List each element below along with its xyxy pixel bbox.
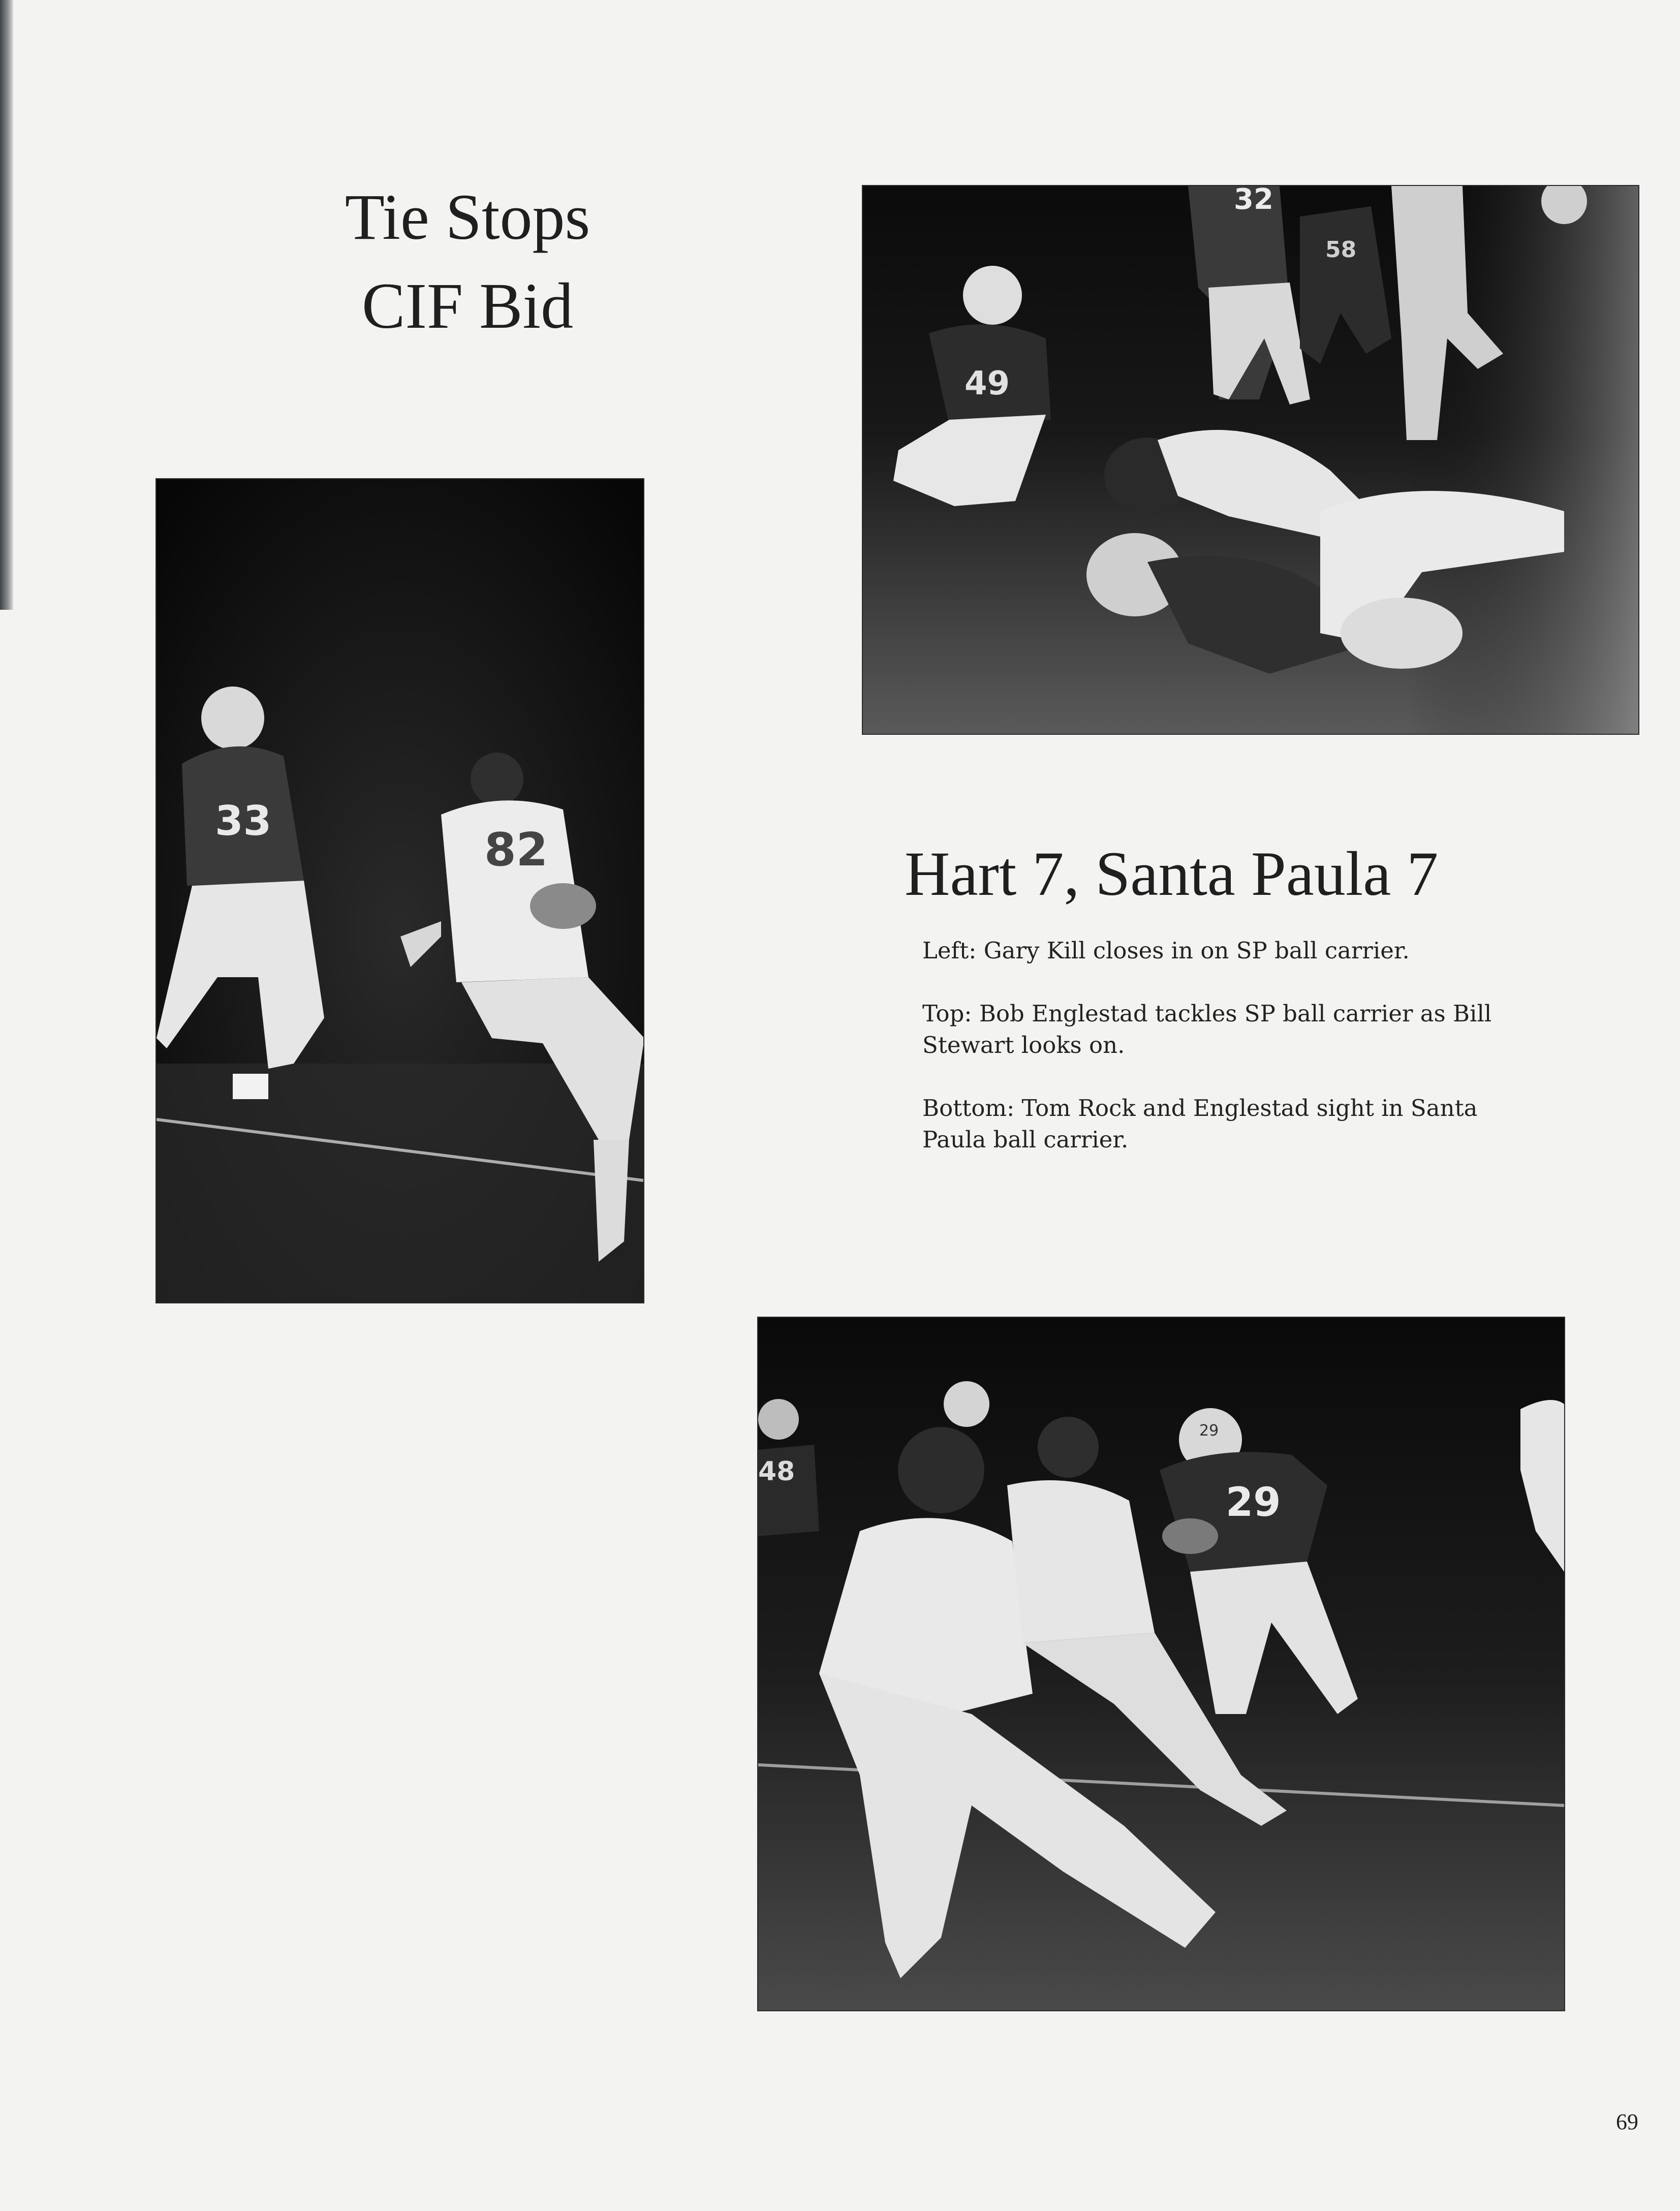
photo-bottom-image — [758, 1318, 1564, 2010]
page-number: 69 — [1616, 2109, 1638, 2134]
jersey-number-33: 33 — [215, 797, 272, 845]
photo-left-image — [157, 479, 643, 1302]
jersey-number-48: 48 — [758, 1456, 795, 1487]
caption-top: Top: Bob Englestad tackles SP ball carrier as Bill Stewart looks on. — [922, 1000, 1492, 1058]
caption-left: Left: Gary Kill closes in on SP ball carrier. — [922, 937, 1410, 964]
score-heading: Hart 7, Santa Paula 7 — [905, 839, 1439, 909]
photo-left-tackle — [157, 479, 643, 1302]
photo-captions — [922, 935, 1527, 1187]
jersey-number-29-helmet: 29 — [1199, 1422, 1219, 1440]
jersey-number-58: 58 — [1325, 237, 1357, 263]
jersey-number-49: 49 — [965, 365, 1010, 402]
jersey-number-82: 82 — [484, 823, 548, 877]
page-spine-edge — [0, 0, 13, 610]
caption-bottom: Bottom: Tom Rock and Englestad sight in Santa Paula ball carrier. — [922, 1095, 1478, 1153]
headline-line-2: CIF Bid — [361, 270, 574, 342]
photo-bottom-pursuit — [758, 1318, 1564, 2010]
headline-line-1: Tie Stops — [345, 181, 590, 253]
page-headline — [285, 173, 650, 351]
photo-top-image — [863, 186, 1638, 734]
jersey-number-32: 32 — [1234, 186, 1273, 216]
jersey-number-29-jersey: 29 — [1226, 1480, 1281, 1525]
photo-top-tackle — [863, 186, 1638, 734]
